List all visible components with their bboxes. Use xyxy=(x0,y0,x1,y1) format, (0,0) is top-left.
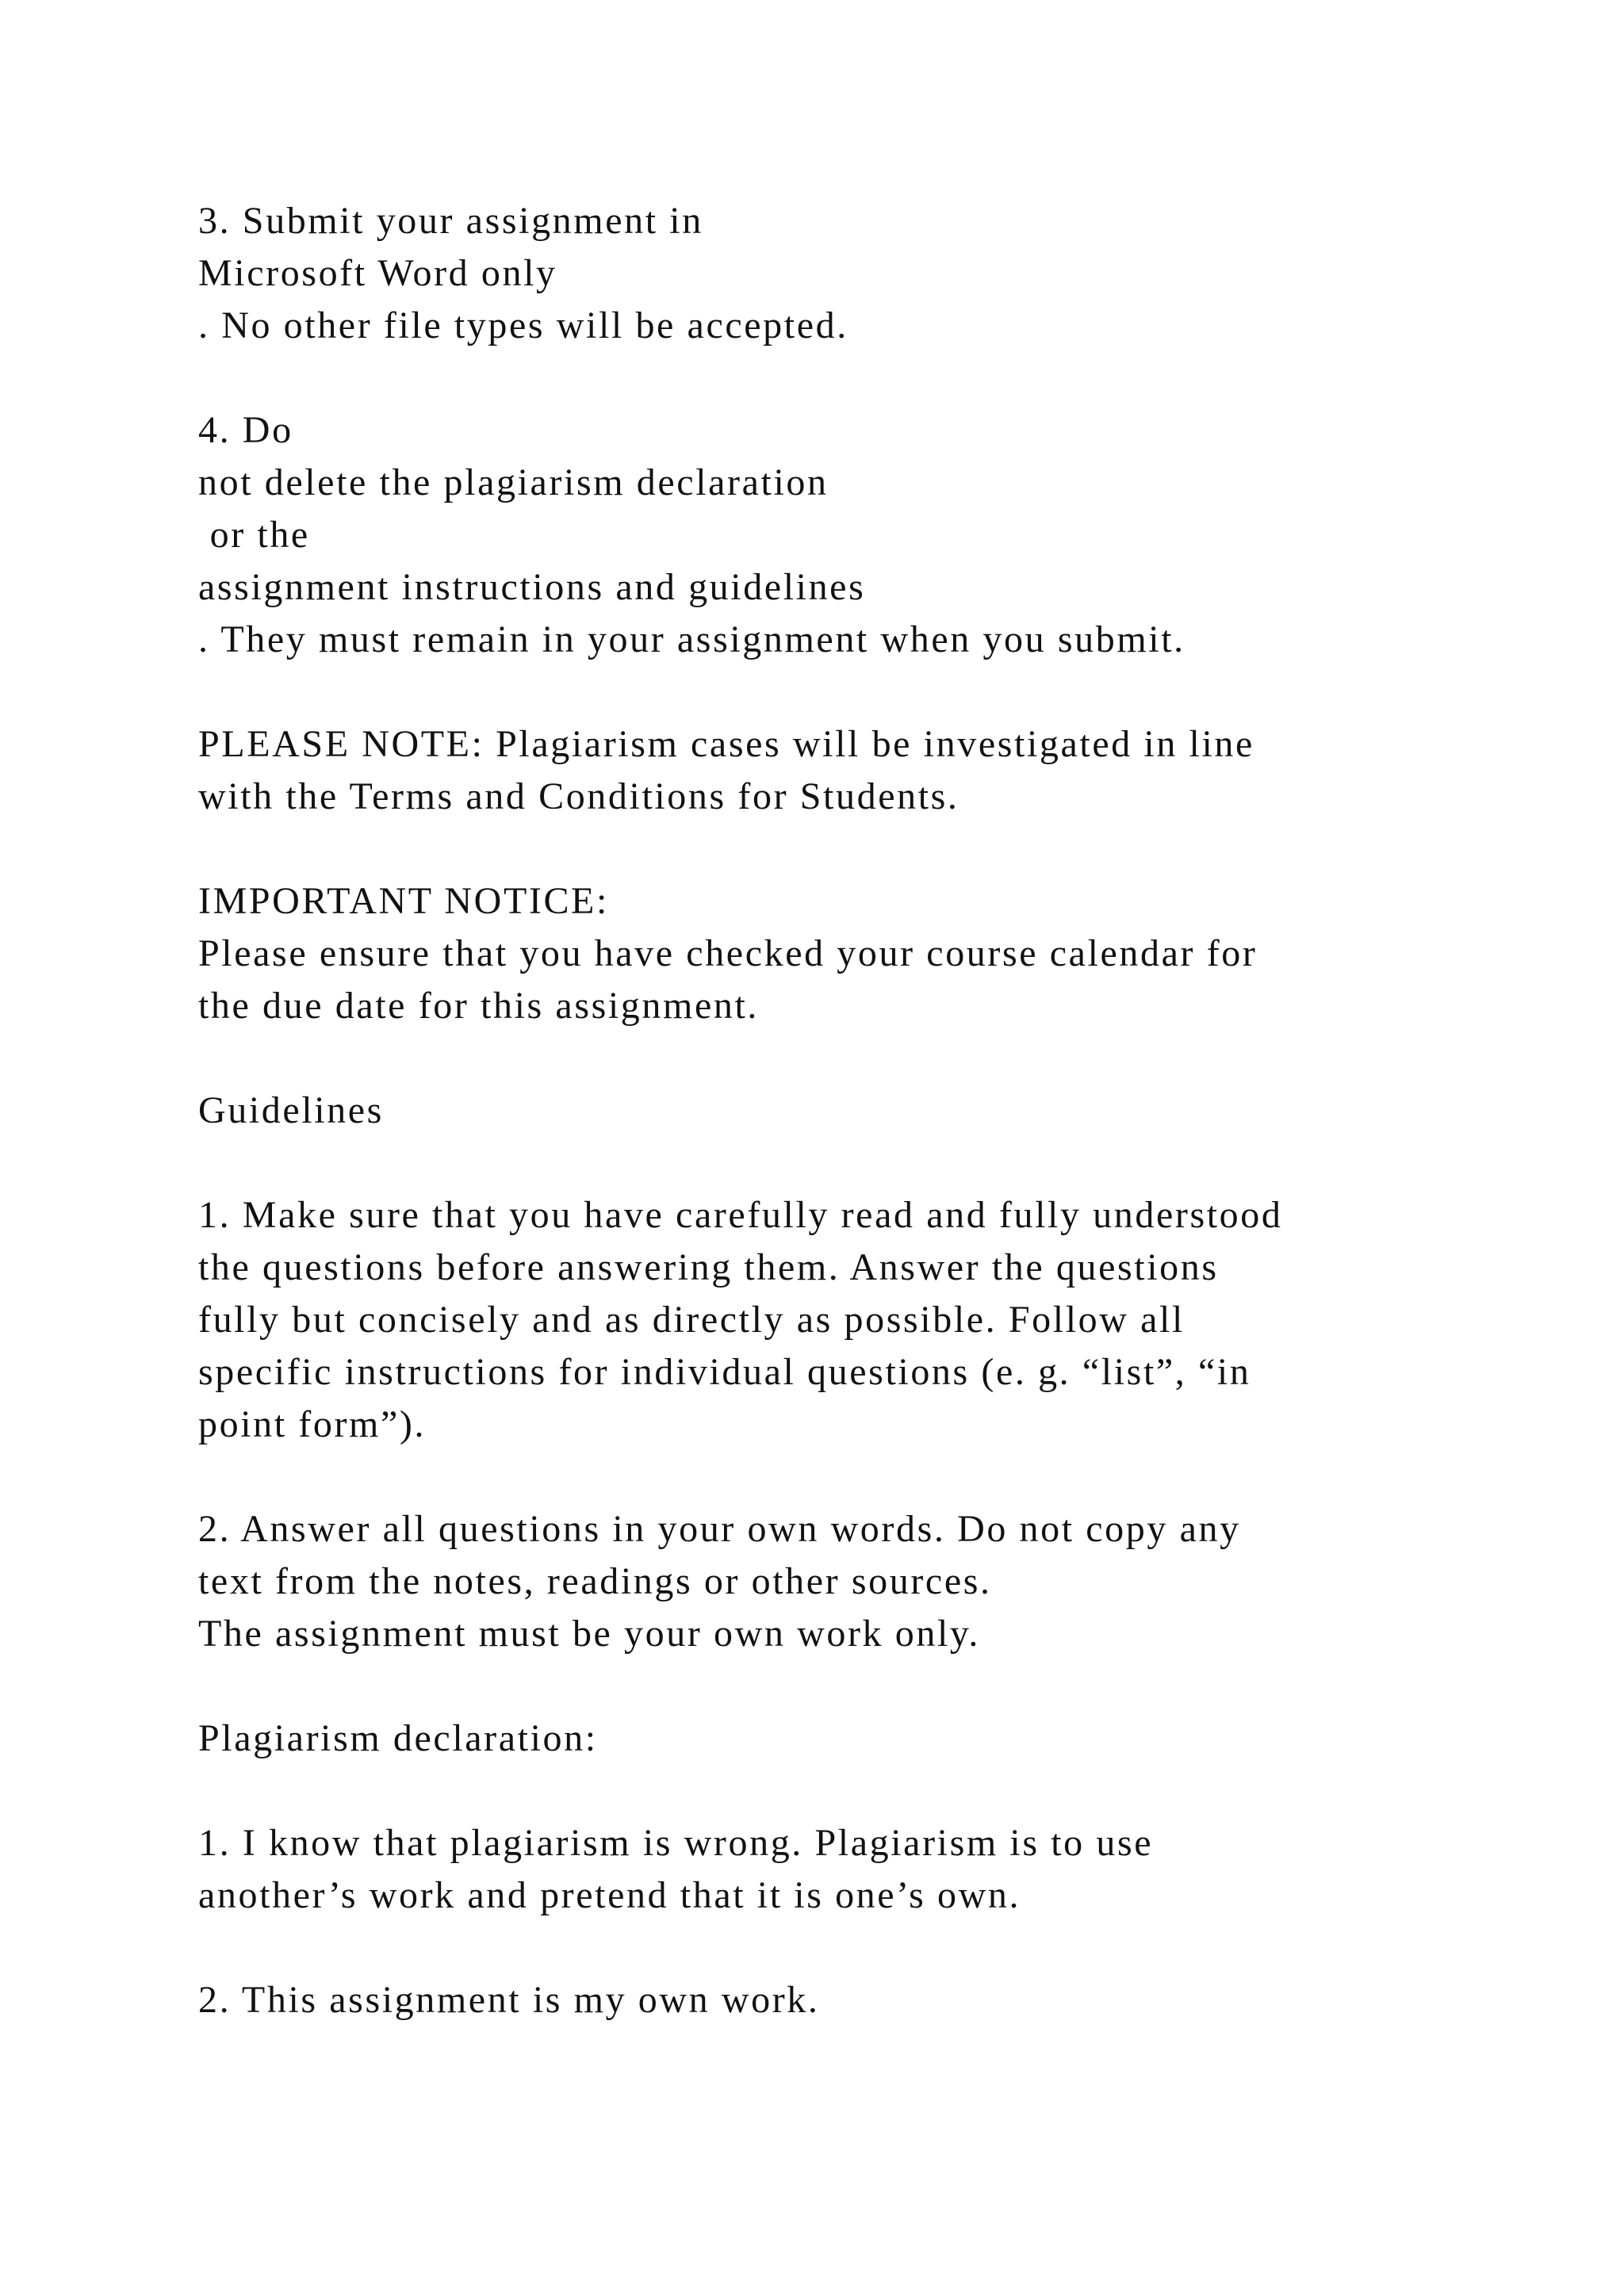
text-line: 3. Submit your assignment in xyxy=(198,200,703,242)
text-line: 1. Make sure that you have carefully read and fully understood xyxy=(198,1194,1283,1236)
blank-line xyxy=(198,352,1507,404)
text-line: 1. I know that plagiarism is wrong. Plagiarism is to use xyxy=(198,1822,1154,1864)
text-line: another’s work and pretend that it is one’s own. xyxy=(198,1874,1021,1916)
text-line: specific instructions for individual questions (e. g. “list”, “in xyxy=(198,1351,1251,1393)
text-line: 2. Answer all questions in your own words. Do not copy any xyxy=(198,1508,1241,1550)
blank-line xyxy=(198,1765,1507,1817)
blank-line xyxy=(198,1660,1507,1712)
important-notice-heading: IMPORTANT NOTICE: xyxy=(198,880,609,922)
please-note-line: PLEASE NOTE: Plagiarism cases will be investigated in line xyxy=(198,723,1254,765)
blank-line xyxy=(198,1137,1507,1189)
text-line: point form”). xyxy=(198,1403,427,1445)
plagiarism-declaration-heading: Plagiarism declaration: xyxy=(198,1717,598,1759)
text-line: . They must remain in your assignment when you submit. xyxy=(198,618,1185,660)
text-line: fully but concisely and as directly as possible. Follow all xyxy=(198,1299,1185,1341)
blank-line xyxy=(198,1922,1507,1974)
text-line: with the Terms and Conditions for Students. xyxy=(198,775,959,817)
document-body xyxy=(198,195,1507,2026)
guidelines-heading: Guidelines xyxy=(198,1089,384,1131)
text-line: not delete the plagiarism declaration xyxy=(198,461,829,503)
text-line: the due date for this assignment. xyxy=(198,985,759,1027)
text-line: assignment instructions and guidelines xyxy=(198,566,866,608)
blank-line xyxy=(198,1451,1507,1503)
text-line: 2. This assignment is my own work. xyxy=(198,1979,820,2021)
text-line: 4. Do xyxy=(198,409,293,451)
blank-line xyxy=(198,666,1507,718)
text-line: . No other file types will be accepted. xyxy=(198,304,848,346)
text-line: Microsoft Word only xyxy=(198,252,557,294)
text-line: The assignment must be your own work only. xyxy=(198,1613,980,1655)
blank-line xyxy=(198,823,1507,875)
text-line: text from the notes, readings or other sources. xyxy=(198,1560,992,1602)
text-line: or the xyxy=(198,514,310,556)
text-line: Please ensure that you have checked your course calendar for xyxy=(198,932,1258,974)
text-line: the questions before answering them. Answer the questions xyxy=(198,1246,1219,1288)
blank-line xyxy=(198,1032,1507,1085)
